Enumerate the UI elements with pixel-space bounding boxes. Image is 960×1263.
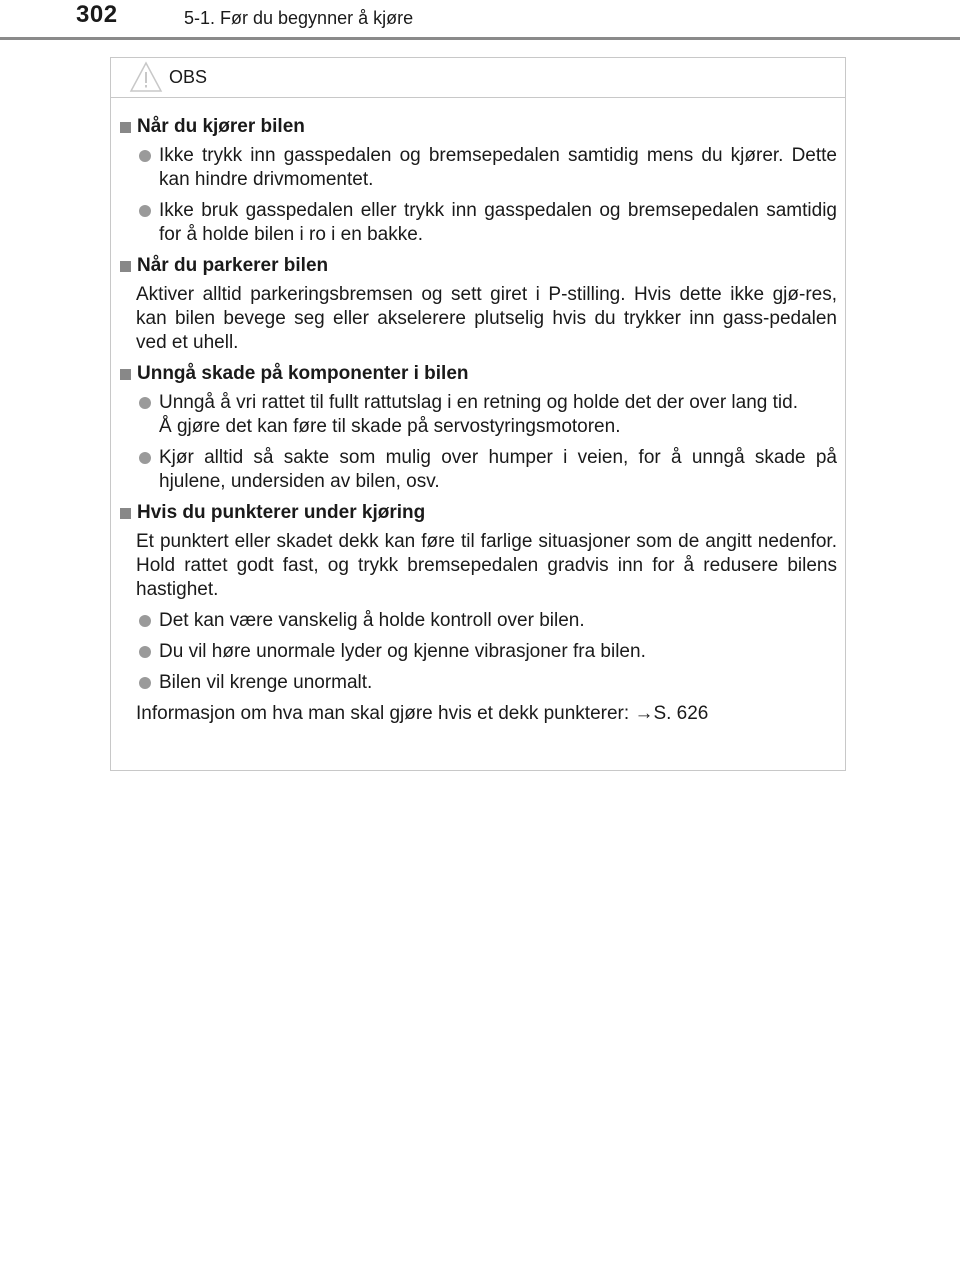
square-bullet-icon — [120, 369, 131, 380]
section-driving — [120, 115, 837, 247]
page-header — [0, 0, 960, 42]
round-bullet-icon — [139, 677, 151, 689]
list-item-text: Du vil høre unormale lyder og kjenne vibrasjoner fra bilen. — [159, 641, 646, 662]
round-bullet-icon — [139, 205, 151, 217]
section-title: 5-1. Før du begynner å kjøre — [184, 8, 414, 28]
page-reference-link[interactable] — [634, 703, 708, 724]
arrow-right-icon: → — [634, 703, 654, 724]
list-item — [136, 609, 837, 633]
section-heading — [120, 501, 837, 525]
reference-text: Informasjon om hva man skal gjøre hvis et dekk punkterer: — [136, 703, 635, 724]
list-item — [136, 144, 837, 192]
obs-header — [111, 58, 845, 98]
list-item-line: Å gjøre det kan føre til skade på servostyringsmotoren. — [159, 416, 621, 437]
warning-triangle-icon — [129, 61, 163, 93]
round-bullet-icon — [139, 397, 151, 409]
square-bullet-icon — [120, 261, 131, 272]
reference-line — [136, 702, 837, 726]
heading-text: Når du kjører bilen — [137, 116, 305, 137]
obs-content — [111, 98, 845, 726]
section-parking — [120, 254, 837, 355]
list-item-text: Ikke bruk gasspedalen eller trykk inn gasspedalen og bremsepedalen samtidig for å holde bilen i ro i en bakke. — [159, 200, 837, 245]
header-rule — [0, 37, 960, 40]
section-heading — [120, 115, 837, 139]
list-item-line: Unngå å vri rattet til fullt rattutslag i en retning og holde det der over lang tid. — [159, 392, 798, 413]
list-item — [136, 391, 837, 439]
page-number: 302 — [76, 1, 118, 28]
section-paragraph: Et punktert eller skadet dekk kan føre til farlige situasjoner som de angitt nedenfor. Hold rattet godt fast, og trykk bremsepedalen gradvis inn for å redusere bilens hastighet. — [136, 531, 837, 600]
list-item — [136, 671, 837, 695]
list-item-text — [159, 391, 798, 439]
heading-text: Unngå skade på komponenter i bilen — [137, 363, 469, 384]
section-paragraph: Aktiver alltid parkeringsbremsen og sett giret i P-stilling. Hvis dette ikke gjø-res, kan bilen bevege seg eller akselerere plutselig hvis du trykker inn gass-pedalen ved et uhell. — [136, 284, 837, 353]
list-item-text: Kjør alltid så sakte som mulig over humper i veien, for å unngå skade på hjulene, undersiden av bilen, osv. — [159, 447, 837, 492]
square-bullet-icon — [120, 508, 131, 519]
section-heading — [120, 362, 837, 386]
section-component-damage — [120, 362, 837, 494]
obs-warning-box — [110, 57, 846, 771]
square-bullet-icon — [120, 122, 131, 133]
heading-text: Hvis du punkterer under kjøring — [137, 502, 426, 523]
section-heading — [120, 254, 837, 278]
round-bullet-icon — [139, 452, 151, 464]
heading-text: Når du parkerer bilen — [137, 255, 329, 276]
round-bullet-icon — [139, 150, 151, 162]
list-item — [136, 199, 837, 247]
section-puncture — [120, 501, 837, 726]
list-item-text: Det kan være vanskelig å holde kontroll over bilen. — [159, 610, 585, 631]
page-reference: S. 626 — [653, 703, 709, 724]
obs-label: OBS — [169, 67, 208, 87]
list-item-text: Ikke trykk inn gasspedalen og bremsepedalen samtidig mens du kjører. Dette kan hindre drivmomentet. — [159, 145, 837, 190]
list-item — [136, 446, 837, 494]
round-bullet-icon — [139, 646, 151, 658]
list-item-text: Bilen vil krenge unormalt. — [159, 672, 373, 693]
list-item — [136, 640, 837, 664]
round-bullet-icon — [139, 615, 151, 627]
